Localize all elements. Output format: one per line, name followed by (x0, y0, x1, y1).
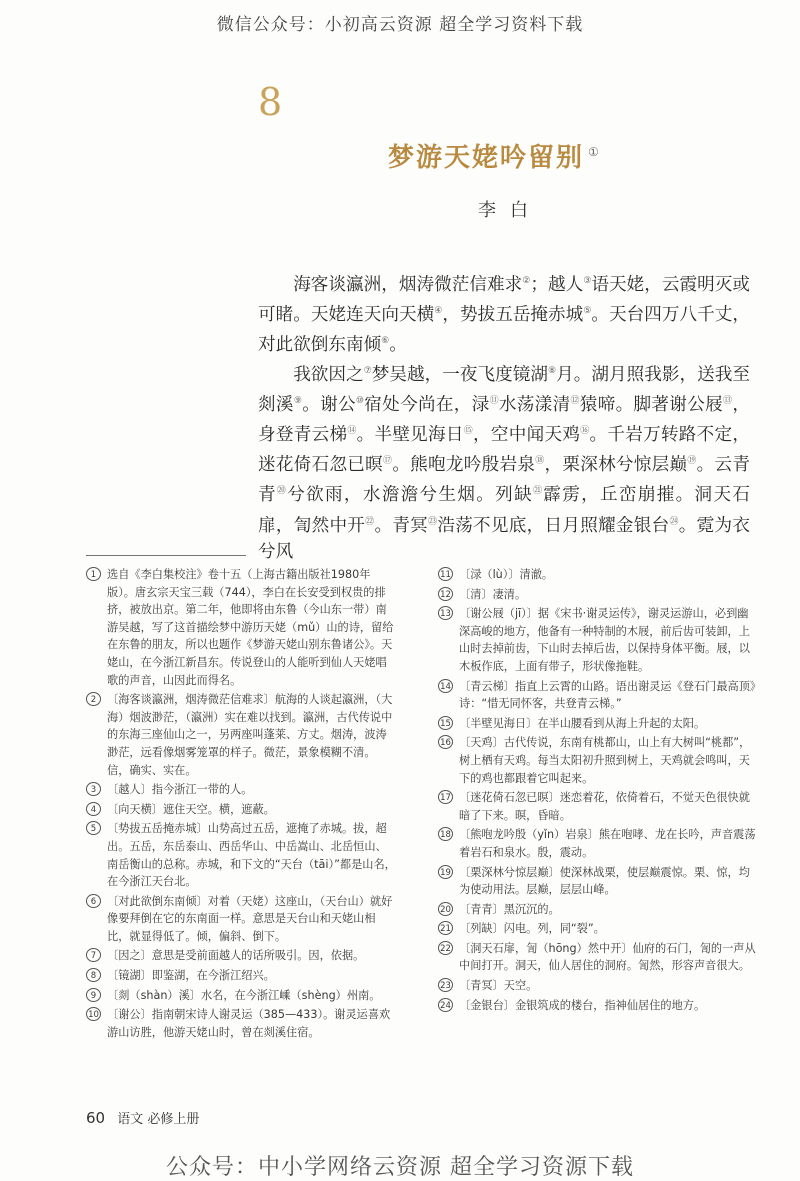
footnote-item (438, 826, 756, 861)
footnote-ref-mark: ⑨ (293, 396, 303, 407)
footnote-text: 〔向天横〕遮住天空。横，遮蔽。 (107, 802, 275, 816)
title-footnote-mark: ① (588, 145, 601, 160)
footnote-ref-mark: ⑯ (580, 426, 590, 437)
footnote-item (86, 820, 396, 890)
footnote-ref-mark: ⑲ (687, 456, 697, 467)
footnote-item (86, 987, 396, 1005)
footnote-ref-mark: ⑩ (355, 396, 365, 407)
footnote-number: 13 (438, 606, 453, 620)
footnote-item (438, 586, 756, 604)
poem-text-segment: 。 (389, 334, 407, 355)
footnote-ref-mark: ④ (434, 306, 443, 317)
footnote-number: 9 (86, 988, 101, 1002)
footnote-ref-mark: ㉓ (428, 516, 438, 527)
footnote-number: 7 (86, 948, 101, 962)
footnote-ref-mark: ⑳ (276, 486, 288, 497)
poem-title-text: 梦游天姥吟留别 (388, 143, 585, 173)
footnote-text: 〔海客谈瀛洲，烟涛微茫信难求〕航海的人谈起瀛洲，（大海）烟波渺茫，（瀛洲）实在难以找到。瀛洲，古代传说中的东海三座仙山之一，另两座叫蓬莱、方丈。烟涛，波涛渺茫，远看像烟雾笼罩的样子。微茫，景象模糊不清。信，确实、实在。 (107, 693, 393, 777)
poem-text-segment: 语天姥，云霞明灭或可睹。天姥连天向天横 (258, 274, 750, 325)
footnote-number: 11 (438, 567, 453, 581)
poem-body (258, 268, 750, 565)
poem-text-segment: ，势拔五岳掩赤城 (442, 304, 584, 325)
footnote-ref-mark: ⑧ (548, 366, 557, 377)
footnote-item (86, 781, 396, 799)
footnote-ref-mark: ⑬ (723, 396, 733, 407)
poem-text-segment: 月。湖月照我影，送我至剡溪 (258, 365, 750, 416)
footnote-text: 〔谢公〕指南朝宋诗人谢灵运（385—433）。谢灵运喜欢游山访胜，他游天姥山时，曾在剡溪住宿。 (107, 1008, 391, 1039)
footnote-text: 〔清〕凄清。 (459, 587, 527, 601)
poem-text-segment: 。青冥 (374, 515, 429, 536)
poem-text-segment: ，身登青云梯 (258, 395, 750, 446)
footnote-item (86, 691, 396, 779)
footnote-number: 14 (438, 679, 453, 693)
footnote-item (438, 715, 756, 733)
footnote-ref-mark: ⑦ (363, 366, 372, 377)
footnote-number: 2 (86, 692, 101, 706)
poem-text-segment: ，空中闻天鸡 (473, 425, 581, 446)
footnote-text: 〔谢公屐（jī）〕据《宋书·谢灵运传》，谢灵运游山，必到幽深高峻的地方，他备有一种特制的木屐，前后齿可装卸，上山时去掉前齿，下山时去掉后齿，以保持身体平衡。屐，以木板作底，上面有带子，形状像拖鞋。 (459, 607, 750, 673)
poem-paragraph-1 (258, 268, 750, 358)
footnotes-left-column (86, 566, 396, 1043)
poem-text-segment: 霹雳，丘峦崩摧。洞天石扉，訇然中开 (258, 485, 750, 536)
footnote-text: 〔半壁见海日〕在半山腰看到从海上升起的太阳。 (459, 716, 706, 730)
top-watermark-banner: 微信公众号：小初高云资源 超全学习资料下载 (216, 15, 584, 35)
poem-text-segment: 我欲因之 (293, 365, 364, 386)
footnote-text: 〔渌（lù）〕清澈。 (459, 568, 554, 581)
footnote-number: 5 (86, 821, 101, 835)
footnote-divider (86, 555, 246, 556)
footnote-text: 〔因之〕意思是受前面越人的话所吸引。因，依据。 (107, 949, 365, 963)
footnote-ref-mark: ⑮ (463, 426, 474, 437)
poem-text-segment: ；越人 (530, 274, 584, 295)
poem-title (388, 137, 601, 174)
footnote-number: 23 (438, 978, 453, 992)
footnote-text: 〔青青〕黑沉沉的。 (459, 902, 560, 916)
footnote-text: 〔天鸡〕古代传说，东南有桃都山，山上有大树叫“桃都”，树上栖有天鸡。每当太阳初升照到树上，天鸡就会鸣叫，天下的鸡也都跟着它叫起来。 (459, 736, 751, 785)
book-name: 语文 必修上册 (117, 1112, 200, 1127)
footnote-ref-mark: ③ (583, 276, 592, 286)
footnote-item (86, 893, 396, 946)
footnote-item (438, 920, 756, 938)
poem-text-segment: ，栗深林兮惊层巅 (544, 455, 688, 476)
footnote-number: 16 (438, 735, 453, 749)
poem-text-segment: 。熊咆龙吟殷岩泉 (392, 455, 536, 476)
footnote-text: 〔对此欲倒东南倾〕对着（天姥）这座山，（天台山）就好像要拜倒在它的东南面一样。意思是天台山和天姥山相比，就显得低了。倾，偏斜、倒下。 (107, 894, 393, 943)
footnote-ref-mark: ⑫ (570, 396, 580, 407)
lesson-number: 8 (258, 80, 283, 124)
footnote-item (86, 801, 396, 819)
footnote-text: 〔青云梯〕指直上云霄的山路。语出谢灵运《登石门最高顶》诗：“惜无同怀客，共登青云梯。” (459, 679, 756, 711)
footnote-number: 17 (438, 790, 453, 804)
footnote-item (438, 566, 756, 584)
footnote-text: 〔青冥〕天空。 (459, 979, 538, 993)
footnote-ref-mark: ② (522, 276, 531, 286)
page-footer (86, 1108, 199, 1127)
page-number: 60 (86, 1109, 106, 1127)
footnote-number: 10 (86, 1007, 101, 1021)
footnote-number: 12 (438, 587, 453, 601)
footnote-item (86, 1006, 396, 1041)
bottom-watermark-banner: 公众号：中小学网络云资源 超全学习资源下载 (166, 1155, 634, 1180)
poem-author: 李白 (478, 200, 542, 221)
poem-text-segment: 兮欲雨，水澹澹兮生烟。列缺 (287, 485, 533, 506)
footnote-text: 选自《李白集校注》卷十五（上海古籍出版社1980年版）。唐玄宗天宝三载（744），李白在长安受到权贵的排挤，被放出京。第二年，他即将由东鲁（今山东一带）南游吴越，写了这首描绘梦中游历天姥（mǔ）山的诗，留给在东鲁的朋友，所以也题作《梦游天姥山别东鲁诸公》。天姥山，在今浙江新昌东。传说登山的人能听到仙人天姥唱歌的声音，山因此而得名。 (107, 568, 394, 687)
footnote-ref-mark: ⑰ (383, 456, 393, 467)
poem-text-segment: 。云青青 (258, 455, 750, 506)
footnote-text: 〔势拔五岳掩赤城〕山势高过五岳，遮掩了赤城。拔，超出。五岳，东岳泰山、西岳华山、中岳嵩山、北岳恒山、南岳衡山的总称。赤城，和下文的“天台（tāi）”都是山名，在今浙江天台北。 (107, 822, 396, 889)
footnote-item (438, 789, 756, 824)
footnote-ref-mark: ⑱ (535, 456, 545, 467)
footnote-ref-mark: ⑤ (583, 306, 592, 317)
footnote-number: 18 (438, 827, 453, 841)
footnote-ref-mark: ㉒ (365, 516, 375, 527)
footnote-text: 〔迷花倚石忽已暝〕迷恋着花，依倚着石，不觉天色很快就暗了下来。暝，昏暗。 (459, 791, 750, 822)
footnote-ref-mark: ⑥ (381, 336, 390, 347)
footnote-number: 8 (86, 968, 101, 982)
footnotes-right-column (438, 566, 756, 1016)
footnote-item (86, 947, 396, 965)
footnote-text: 〔洞天石扉，訇（hōng）然中开〕仙府的石门，訇的一声从中间打开。洞天，仙人居住的洞府。訇然，形容声音很大。 (459, 941, 756, 973)
poem-text-segment: 猿啼。脚著谢公屐 (579, 395, 723, 416)
footnote-item (438, 678, 756, 713)
footnote-text: 〔熊咆龙吟殷（yǐn）岩泉〕熊在咆哮、龙在长吟，声音震荡着岩石和泉水。殷，震动。 (459, 828, 756, 859)
footnote-text: 〔越人〕指今浙江一带的人。 (107, 783, 253, 797)
footnote-number: 24 (438, 998, 453, 1012)
footnote-number: 15 (438, 716, 453, 730)
poem-text-segment: 。谢公 (302, 395, 356, 416)
footnote-item (86, 566, 396, 689)
footnote-text: 〔列缺〕闪电。列，同“裂”。 (459, 922, 605, 936)
footnote-number: 21 (438, 921, 453, 935)
footnote-item (438, 864, 756, 899)
footnote-item (438, 997, 756, 1015)
footnote-item (438, 940, 756, 975)
poem-text-segment: 宿处今尚在，渌 (364, 395, 490, 416)
footnote-item (438, 977, 756, 995)
footnote-number: 6 (86, 894, 101, 908)
footnote-number: 1 (86, 567, 101, 581)
footnote-ref-mark: ⑭ (347, 426, 357, 437)
footnote-item (438, 605, 756, 675)
poem-text-segment: 海客谈瀛洲，烟涛微茫信难求 (293, 274, 523, 295)
poem-text-segment: 水荡漾清 (498, 395, 571, 416)
footnote-text: 〔栗深林兮惊层巅〕使深林战栗，使层巅震惊。栗、惊，均为使动用法。层巅，层层山峰。 (459, 865, 750, 897)
poem-text-segment: 。天台四万八千丈，对此欲倒东南倾 (258, 304, 750, 355)
footnote-item (438, 901, 756, 919)
poem-text-segment: 。半壁见海日 (356, 425, 464, 446)
footnote-number: 19 (438, 865, 453, 879)
footnote-text: 〔剡（shàn）溪〕水名，在今浙江嵊（shèng）州南。 (107, 988, 381, 1002)
footnote-ref-mark: ⑪ (489, 396, 499, 407)
poem-text-segment: 浩荡不见底，日月照耀金银台 (437, 515, 670, 536)
footnote-number: 22 (438, 941, 453, 955)
poem-text-segment: 梦吴越，一夜飞度镜湖 (371, 365, 549, 386)
footnote-item (86, 967, 396, 985)
footnote-text: 〔金银台〕金银筑成的楼台，指神仙居住的地方。 (459, 998, 706, 1012)
poem-text-segment: 。霓为衣兮风 (258, 515, 750, 562)
poem-text-segment: 。千岩万转路不定，迷花倚石忽已暝 (258, 425, 750, 476)
footnote-text: 〔镜湖〕即鉴湖，在今浙江绍兴。 (107, 969, 275, 983)
footnote-ref-mark: ㉔ (669, 516, 679, 527)
footnote-number: 4 (86, 802, 101, 816)
footnote-ref-mark: ㉑ (532, 486, 544, 497)
footnote-number: 3 (86, 782, 101, 796)
footnote-item (438, 734, 756, 787)
footnote-number: 20 (438, 902, 453, 916)
poem-paragraph-2 (258, 358, 750, 565)
